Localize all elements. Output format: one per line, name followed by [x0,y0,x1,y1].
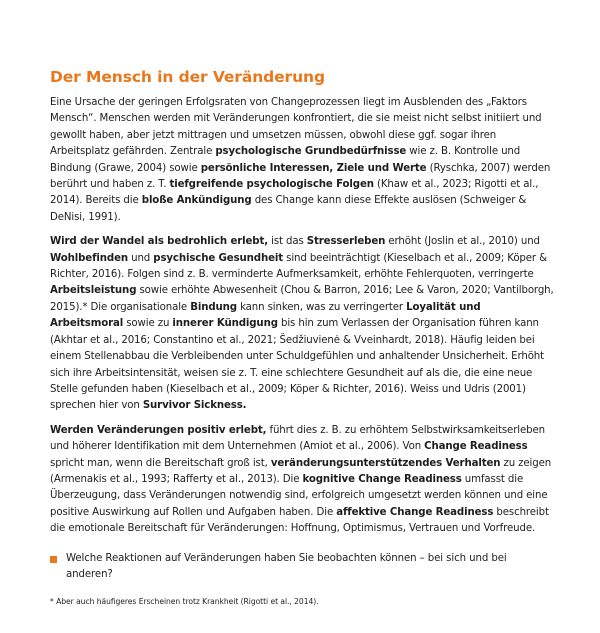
section [50,68,556,607]
bold-term: Werden Veränderungen positiv erlebt, [50,424,267,436]
text-run: sowie erhöhte Abwesenheit (Chou & Barron, 2016; Lee & Varon, 2020; Vantilborgh, 2015).* Die organisationale [50,285,554,313]
text-run: des Change kann diese Effekte auslösen (Schweiger & DeNisi, 1991). [50,195,527,223]
text-run: bis hin zum Verlassen der Organisation führen kann (Akhtar et al., 2016; Constantino et al., 2021; Šedžiuvienė & Vveinhardt, 2018). Häufig leiden bei einem Stellenabbau die Verbleibenden unter Schuldgefühlen und anhaltender Unsicherheit. Erhöht sich ihre Arbeitsintensität, weisen sie z. T. eine schlechtere Gesundheit auf als die, die eine neue Stelle gefunden haben (Kieselbach et al., 2009; Köper & Richter, 2016). Weiss und Udris (2001) sprechen hier von [50,318,545,412]
text-run: zu zeigen (Armenakis et al., 1993; Rafferty et al., 2013). Die [50,457,552,485]
reflection-question-text: Welche Reaktionen auf Veränderungen haben Sie beobachten können – bei sich und bei anderen? [66,552,507,580]
bold-term: Stresserleben [306,236,386,248]
bold-term: innerer Kündigung [172,318,278,330]
bold-term: tiefgreifende psychologische Folgen [169,179,374,191]
text-run: Eine Ursache der geringen Erfolgsraten von Changeprozessen liegt im Ausblenden des „Faktors Mensch“. Menschen werden mit Veränderungen konfrontiert, die sie meist nicht selbst initiiert und gewollt haben, aber jetzt mittragen und umsetzen müssen, obwohl diese ggf. sogar ihren Arbeitsplatz gefährden. Zentrale [50,97,542,158]
paragraph-negative-change [50,234,556,414]
text-run: sowie zu [123,318,173,330]
bold-term: Arbeitsleistung [50,285,137,297]
bold-term: psychische Gesundheit [153,252,284,264]
bold-term: veränderungsunterstützendes Verhalten [270,457,501,469]
bold-term: affektive Change Readiness [336,506,494,518]
text-run: sind beeinträchtigt (Kieselbach et al., 2009; Köper & Richter, 2016). Folgen sind z. B. verminderte Aufmerksamkeit, erhöhte Fehlerquoten, verringerte [50,252,547,281]
text-run: wie z. B. Kontrolle und Bindung (Grawe, 2004) sowie [50,146,521,174]
text-run: ist das [267,236,307,248]
footnote: * Aber auch häufigeres Erscheinen trotz Krankheit (Rigotti et al., 2014). [50,596,319,606]
text-run: (Khaw et al., 2023; Rigotti et al., 2014). Bereits die [50,179,539,207]
text-run: und [128,252,154,264]
bold-term: Loyalität und Arbeitsmoral [50,301,481,330]
text-run: (Ryschka, 2007) werden berührt und haben z. T. [50,162,551,191]
bold-term: bloße Ankündigung [141,195,252,207]
text-run: erhöht (Joslin et al., 2010) und [385,236,540,248]
bold-term: psychologische Grundbedürfnisse [215,146,407,158]
text-run: kann sinken, was zu verringerter [236,301,407,313]
paragraph-positive-change [50,423,556,538]
text-run: umfasst die Überzeugung, dass Veränderungen notwendig sind, erfolgreich umgesetzt werden können und eine positive Auswirkung auf Rollen und Aufgaben haben. Die [50,473,548,518]
bold-term: Survivor Sickness. [142,400,247,412]
paragraph-intro [50,95,556,226]
square-bullet-icon [50,556,57,563]
bold-term: Change Readiness [424,441,528,453]
section-title: Der Mensch in der Veränderung [50,68,325,86]
text-run: beschreibt die emotionale Bereitschaft für Veränderungen: Hoffnung, Optimismus, Vertrauen und Vorfreude. [50,506,549,535]
text-run: führt dies z. B. zu erhöhtem Selbstwirksamkeitserleben und höherer Identifikation mit dem Unternehmen (Amiot et al., 2006). Von [50,424,545,453]
bold-term: Bindung [190,301,237,313]
bold-term: persönliche Interessen, Ziele und Werte [200,162,427,174]
reflection-question [50,551,556,583]
bold-term: kognitive Change Readiness [302,473,462,485]
bold-term: Wird der Wandel als bedrohlich erlebt, [50,236,268,248]
bold-term: Wohlbefinden [50,252,129,264]
text-run: spricht man, wenn die Bereitschaft groß ist, [50,457,271,469]
